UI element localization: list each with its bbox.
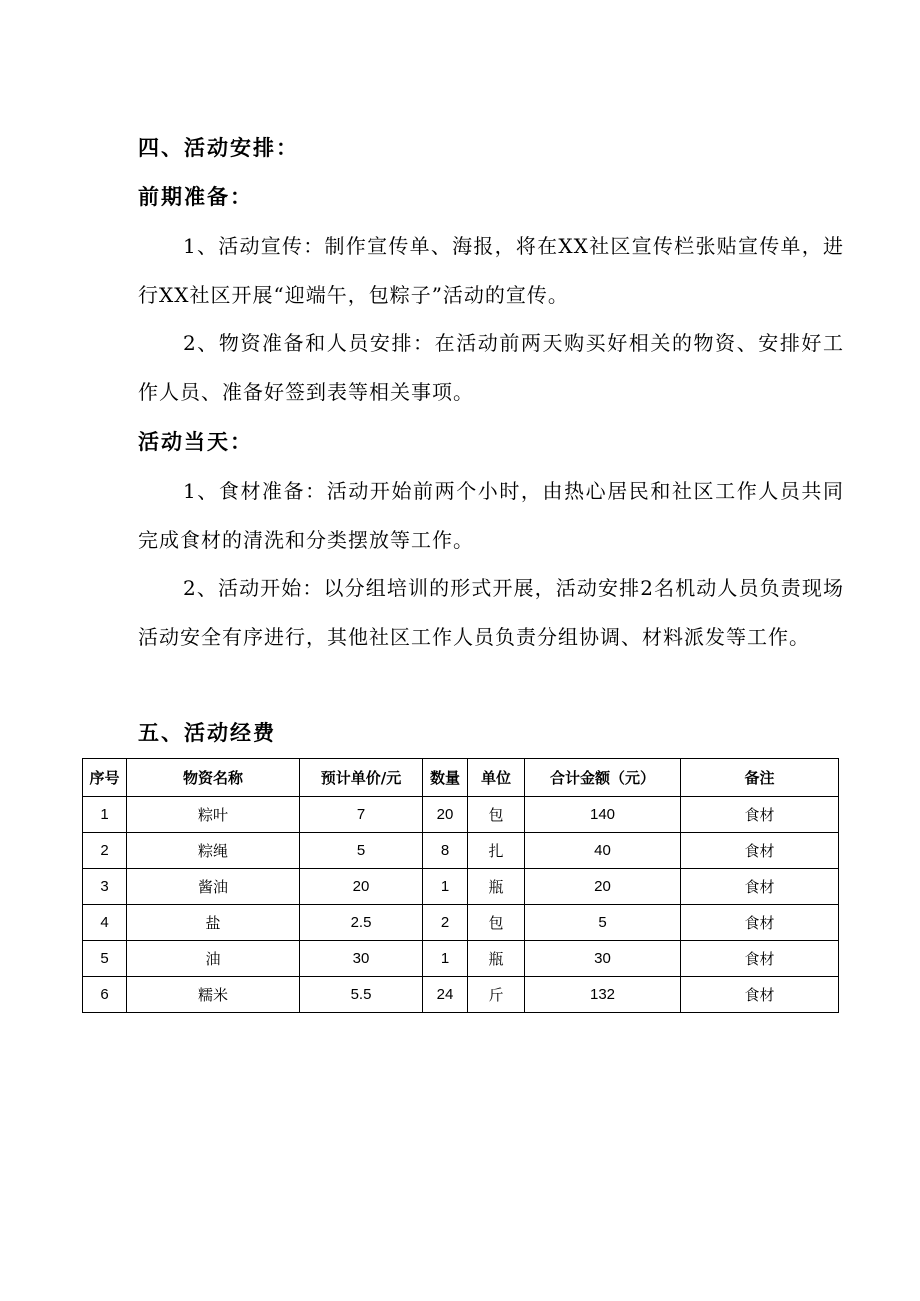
cell-quantity: 20	[423, 797, 468, 833]
cell-remarks: 食材	[681, 833, 839, 869]
cell-item-name: 油	[127, 941, 300, 977]
cell-quantity: 1	[423, 941, 468, 977]
table-row	[83, 941, 839, 977]
cell-item-name: 糯米	[127, 977, 300, 1013]
header-total: 合计金额（元）	[525, 759, 681, 797]
cell-unit-price: 20	[300, 869, 423, 905]
cell-quantity: 8	[423, 833, 468, 869]
paragraph-materials-staffing: 2、物资准备和人员安排：在活动前两天购买好相关的物资、安排好工作人员、准备好签到表等相关事项。	[138, 331, 844, 404]
header-quantity: 数量	[423, 759, 468, 797]
cell-unit: 斤	[468, 977, 525, 1013]
cell-unit-price: 5	[300, 833, 423, 869]
cell-item-name: 盐	[127, 905, 300, 941]
cell-unit: 包	[468, 797, 525, 833]
section-heading-budget: 五、活动经费	[138, 721, 276, 745]
cell-remarks: 食材	[681, 977, 839, 1013]
cell-index: 6	[83, 977, 127, 1013]
cell-remarks: 食材	[681, 869, 839, 905]
cell-item-name: 粽叶	[127, 797, 300, 833]
cell-quantity: 24	[423, 977, 468, 1013]
table-row	[83, 869, 839, 905]
cell-index: 1	[83, 797, 127, 833]
header-item-name: 物资名称	[127, 759, 300, 797]
header-remarks: 备注	[681, 759, 839, 797]
cell-unit-price: 2.5	[300, 905, 423, 941]
table-row	[83, 977, 839, 1013]
section-heading-activity-arrangement: 四、活动安排：	[138, 136, 299, 160]
table-row	[83, 905, 839, 941]
budget-table	[82, 758, 839, 1013]
cell-unit: 瓶	[468, 941, 525, 977]
cell-remarks: 食材	[681, 941, 839, 977]
header-unit: 单位	[468, 759, 525, 797]
cell-quantity: 1	[423, 869, 468, 905]
cell-unit: 瓶	[468, 869, 525, 905]
cell-total: 132	[525, 977, 681, 1013]
cell-unit-price: 7	[300, 797, 423, 833]
cell-unit: 包	[468, 905, 525, 941]
cell-index: 2	[83, 833, 127, 869]
cell-quantity: 2	[423, 905, 468, 941]
cell-total: 5	[525, 905, 681, 941]
header-index: 序号	[83, 759, 127, 797]
table-header-row	[83, 759, 839, 797]
cell-total: 140	[525, 797, 681, 833]
cell-item-name: 酱油	[127, 869, 300, 905]
cell-index: 5	[83, 941, 127, 977]
cell-unit-price: 5.5	[300, 977, 423, 1013]
table-row	[83, 797, 839, 833]
cell-index: 3	[83, 869, 127, 905]
table-row	[83, 833, 839, 869]
cell-total: 30	[525, 941, 681, 977]
cell-unit: 扎	[468, 833, 525, 869]
paragraph-publicity: 1、活动宣传：制作宣传单、海报，将在XX社区宣传栏张贴宣传单，进行XX社区开展“迎端午，包粽子”活动的宣传。	[138, 234, 844, 307]
cell-index: 4	[83, 905, 127, 941]
subheading-preparation: 前期准备：	[138, 185, 253, 209]
cell-total: 40	[525, 833, 681, 869]
cell-unit-price: 30	[300, 941, 423, 977]
paragraph-event-start: 2、活动开始：以分组培训的形式开展，活动安排2名机动人员负责现场活动安全有序进行，其他社区工作人员负责分组协调、材料派发等工作。	[138, 576, 844, 649]
cell-total: 20	[525, 869, 681, 905]
subheading-event-day: 活动当天：	[138, 430, 253, 454]
cell-remarks: 食材	[681, 797, 839, 833]
header-unit-price: 预计单价/元	[300, 759, 423, 797]
cell-item-name: 粽绳	[127, 833, 300, 869]
paragraph-ingredient-prep: 1、食材准备：活动开始前两个小时，由热心居民和社区工作人员共同完成食材的清洗和分类摆放等工作。	[138, 479, 844, 552]
cell-remarks: 食材	[681, 905, 839, 941]
